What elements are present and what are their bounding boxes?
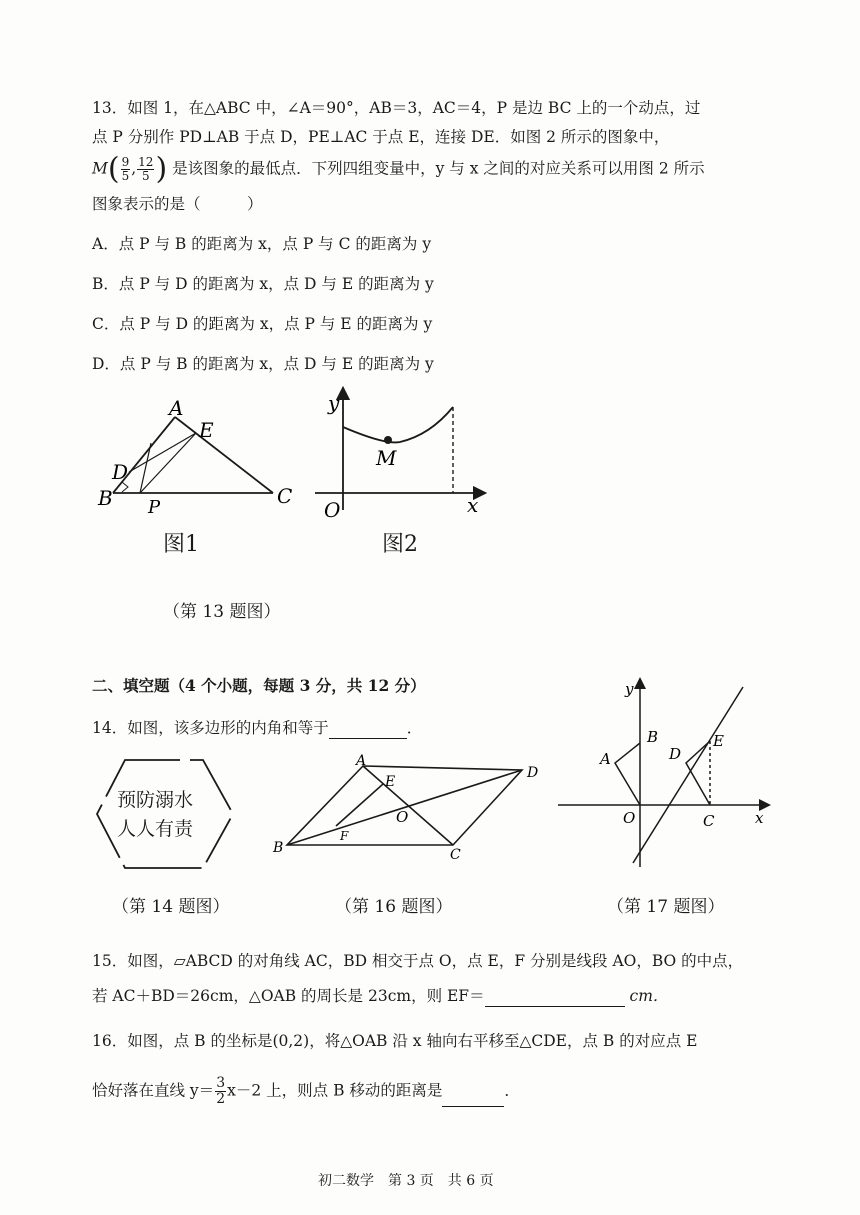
label-c: C <box>277 484 293 508</box>
q13-line1: 13．如图 1，在△ABC 中，∠A＝90°，AB＝3，AC＝4，P 是边 BC 上的一个动点，过 <box>92 99 701 117</box>
triangle-oab <box>615 743 640 805</box>
q13-line3-text: 是该图象的最低点．下列四组变量中，y 与 x 之间的对应关系可以用图 2 所示 <box>172 159 705 178</box>
label-b: B <box>647 728 659 746</box>
origin-label: O <box>623 809 636 827</box>
q13-option-c: C．点 P 与 D 的距离为 x，点 P 与 E 的距离为 y <box>92 315 433 333</box>
label-p: P <box>148 497 161 518</box>
label-a: A <box>356 753 367 769</box>
label-b: B <box>273 840 284 856</box>
axis-x-label: x <box>755 809 764 827</box>
point-m-label: M <box>92 159 108 178</box>
segment-ac <box>175 417 273 493</box>
q16-line2-mid: x－2 上，则点 B 移动的距离是 <box>227 1081 443 1100</box>
q16-fraction: $\frac{3}{2}$ <box>216 1075 226 1107</box>
q13-option-a: A．点 P 与 B 的距离为 x，点 P 与 C 的距离为 y <box>92 235 432 253</box>
q13-line2: 点 P 分别作 PD⊥AB 于点 D，PE⊥AC 于点 E，连接 DE．如图 2 所示的图象中， <box>92 128 670 146</box>
label-m: M <box>376 446 397 470</box>
label-a: A <box>600 750 611 768</box>
q15-answer-blank[interactable] <box>485 1006 625 1007</box>
label-c: C <box>703 812 715 830</box>
q13-line4: 图象表示的是（ ） <box>92 195 263 213</box>
sign-line1: 预防溺水 <box>117 789 194 811</box>
fig2-caption: 图2 <box>382 532 418 557</box>
q13-line3: M( $\frac{9}{5}$ , $\frac{12}{5}$ ) 是该图象的最低点．下列四组变量中，y 与 x 之间的对应关系可以用图 2 所示 <box>92 151 705 187</box>
line-y-3-2x-minus-2 <box>633 687 743 863</box>
curve <box>343 407 453 442</box>
q14-figure-hexagon <box>93 752 238 877</box>
q14-text <box>92 717 422 739</box>
label-a: A <box>169 396 184 420</box>
q15-figure-caption: （第 16 题图） <box>335 897 453 917</box>
axis-y-label: y <box>625 680 634 698</box>
m-y-fraction: $\frac{12}{5}$ <box>138 155 154 183</box>
q13-option-d: D．点 P 与 B 的距离为 x，点 D 与 E 的距离为 y <box>92 355 434 373</box>
label-b: B <box>98 486 113 510</box>
segment-ef <box>336 784 383 826</box>
q15-line2 <box>92 985 668 1007</box>
q15-unit: cm． <box>629 987 669 1005</box>
label-e: E <box>385 774 396 790</box>
q13-figure-caption: （第 13 题图） <box>163 602 281 622</box>
label-c: C <box>450 847 461 863</box>
q13-figure1 <box>95 395 310 525</box>
q16-answer-blank[interactable] <box>442 1106 504 1107</box>
diagonal-ac <box>363 766 453 845</box>
m-x-fraction: $\frac{9}{5}$ <box>121 155 130 183</box>
axis-y-label: y <box>328 391 340 415</box>
label-e: E <box>713 732 724 750</box>
segment-pd <box>140 443 151 493</box>
section2-title: 二、填空题（4 个小题，每题 3 分，共 12 分） <box>92 676 426 695</box>
page-footer: 初二数学 第 3 页 共 6 页 <box>318 1173 494 1189</box>
label-d: D <box>527 765 539 781</box>
q15-line2-text: 若 AC＋BD＝26cm，△OAB 的周长是 23cm，则 EF＝ <box>92 987 485 1005</box>
q16-line2-text: 恰好落在直线 y＝ <box>92 1081 215 1100</box>
segment-pe <box>140 433 196 493</box>
q14-answer-blank[interactable] <box>329 738 407 739</box>
q17-figure-coordinate <box>555 675 775 870</box>
q13-option-b: B．点 P 与 D 的距离为 x，点 D 与 E 的距离为 y <box>92 275 434 293</box>
fig1-caption: 图1 <box>163 532 199 557</box>
sign-line2: 人人有责 <box>117 818 194 840</box>
label-e: E <box>199 418 214 442</box>
origin-label: O <box>324 498 341 522</box>
q15-line1: 15．如图，▱ABCD 的对角线 AC，BD 相交于点 O，点 E，F 分别是线段 AO，BO 的中点， <box>92 952 744 970</box>
q16-line1: 16．如图，点 B 的坐标是(0,2)，将△OAB 沿 x 轴向右平移至△CDE，点 B 的对应点 E <box>92 1032 698 1050</box>
q13-figure2 <box>310 385 490 525</box>
q16-end: ． <box>504 1081 520 1100</box>
label-o: O <box>396 808 409 826</box>
q17-figure-caption: （第 17 题图） <box>607 897 725 917</box>
q16-line2 <box>92 1076 520 1107</box>
q15-figure-parallelogram <box>270 750 555 865</box>
q14-figure-caption: （第 14 题图） <box>112 897 230 917</box>
label-d: D <box>669 745 682 763</box>
label-d: D <box>112 460 129 484</box>
axis-x-label: x <box>467 493 479 517</box>
segment-de <box>129 433 196 472</box>
minimum-point-m <box>384 436 392 444</box>
q14-question: 14．如图，该多边形的内角和等于 <box>92 719 329 737</box>
label-f: F <box>340 829 349 843</box>
q14-end: ． <box>406 719 423 737</box>
